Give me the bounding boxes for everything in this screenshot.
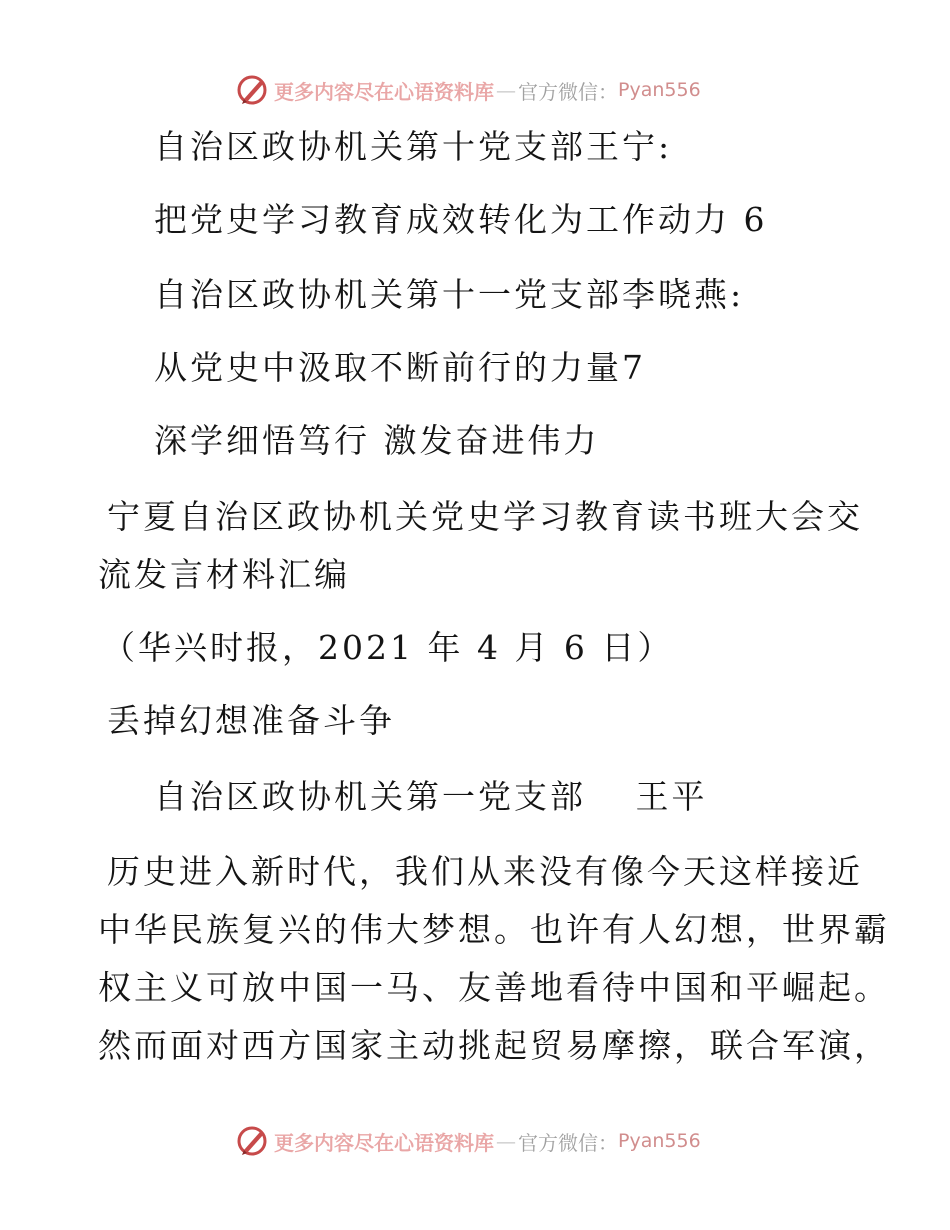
toc-entry-title: 把党史学习教育成效转化为工作动力 6	[154, 200, 768, 239]
watermark-wechat-id: Pyan556	[618, 79, 701, 101]
source-line: （华兴时报，2021 年 4 月 6 日）	[102, 628, 674, 667]
paragraph-line: 中华民族复兴的伟大梦想。也许有人幻想，世界霸	[98, 910, 890, 949]
toc-entry-author: 自治区政协机关第十党支部王宁:	[154, 127, 673, 166]
paragraph-line: 权主义可放中国一马、友善地看待中国和平崛起。	[98, 968, 890, 1007]
watermark-text: 更多内容尽在心语资料库	[274, 1130, 494, 1155]
watermark-wechat-label: 官方微信：	[518, 79, 618, 104]
header-watermark	[234, 72, 701, 108]
toc-entry-author: 自治区政协机关第十一党支部李晓燕:	[154, 275, 745, 314]
toc-entry-title: 从党史中汲取不断前行的力量7	[154, 348, 646, 387]
paragraph-line: 历史进入新时代，我们从来没有像今天这样接近	[107, 852, 863, 891]
toc-entry-title: 深学细悟笃行 激发奋进伟力	[154, 421, 600, 460]
watermark-wechat-id: Pyan556	[618, 1130, 701, 1152]
document-title-continued: 流发言材料汇编	[98, 555, 350, 594]
article-title: 丢掉幻想准备斗争	[107, 701, 395, 740]
paragraph-line: 然而面对西方国家主动挑起贸易摩擦，联合军演，	[98, 1026, 890, 1065]
watermark-dash: —	[496, 78, 516, 102]
document-title: 宁夏自治区政协机关党史学习教育读书班大会交	[107, 497, 863, 536]
pen-logo-icon	[234, 72, 270, 108]
watermark-wechat-label: 官方微信：	[518, 1130, 618, 1155]
article-author: 自治区政协机关第一党支部 王平	[154, 777, 708, 816]
pen-logo-icon	[234, 1123, 270, 1159]
watermark-dash: —	[496, 1129, 516, 1153]
watermark-text: 更多内容尽在心语资料库	[274, 79, 494, 104]
footer-watermark	[234, 1123, 701, 1159]
